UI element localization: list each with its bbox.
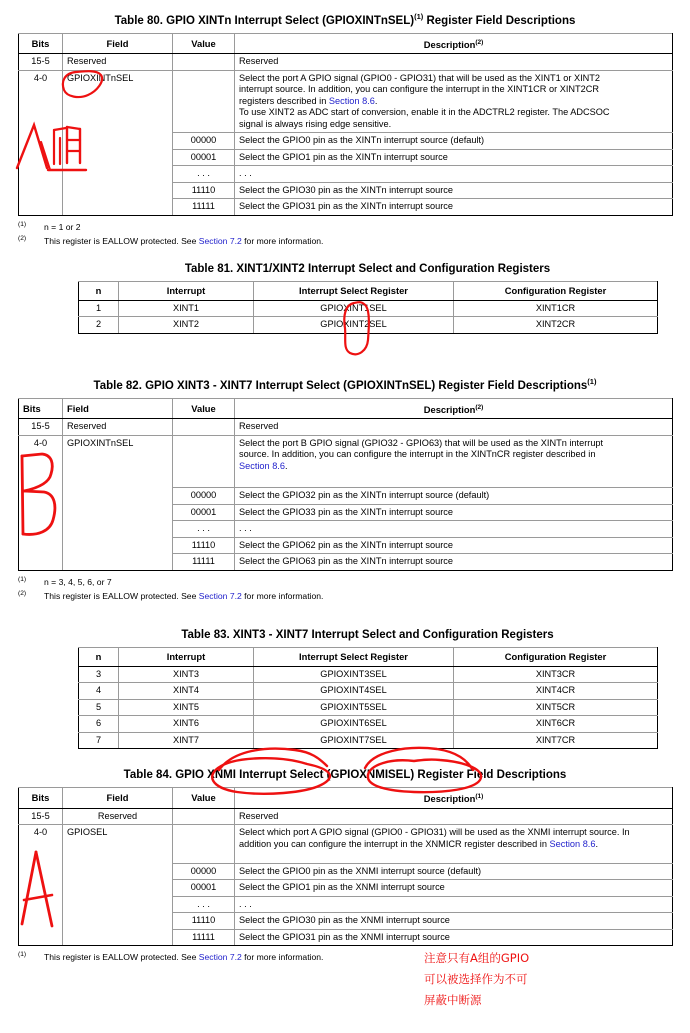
section-link[interactable]: Section 7.2 [198,591,242,602]
desc-line-text: addition you can configure the interrupt in the XNMICR register described in [239,838,550,849]
footnote-text-tail: for more information. [241,951,324,962]
cell-value [173,419,235,436]
cell-bits [19,488,63,505]
table-row [19,182,673,199]
cell-description: Select the GPIO62 pin as the XINTn interrupt source [235,537,673,554]
cell-interrupt-select-register: GPIOXINT7SEL [254,732,454,749]
footnote [18,588,672,602]
cell-bits [19,863,63,880]
cell-field [63,182,173,199]
cell-value [173,825,235,864]
footnote-text: n = 3, 4, 5, 6, or 7 [44,576,112,587]
cell-value: 11111 [173,929,235,946]
table-80-col-description-footnote-marker: (2) [475,38,484,46]
table-84-col-description-footnote-marker: (1) [475,793,484,800]
table-row [79,699,658,716]
table-84-col-description-label: Description [423,793,476,805]
table-81 [78,281,658,334]
table-row [19,488,673,505]
cell-field [63,913,173,930]
annotation-note-line: 注意只有A组的GPIO [424,951,530,965]
cell-interrupt: XINT7 [119,732,254,749]
section-link[interactable]: Section 8.6 [239,460,285,471]
cell-value: 11110 [173,182,235,199]
table-80 [18,33,673,216]
cell-description: Select the GPIO30 pin as the XINTn interrupt source [235,182,673,199]
cell-field [63,929,173,946]
cell-field: GPIOXINTnSEL [63,70,173,133]
section-link[interactable]: Section 7.2 [198,236,242,247]
table-row [79,666,658,683]
cell-configuration-register: XINT6CR [454,716,658,733]
cell-field [63,554,173,571]
cell-field [63,166,173,183]
table-83-col-interrupt-select-register: Interrupt Select Register [254,648,454,667]
cell-bits [19,182,63,199]
table-row [19,863,673,880]
desc-line-tail: . [284,460,288,471]
cell-field [63,504,173,521]
table-84-col-value: Value [173,788,235,809]
table-81-col-n: n [79,282,119,301]
table-row [19,133,673,150]
table-80-title-suffix: Register Field Descriptions [426,14,576,27]
desc-line: signal is always rising edge sensitive. [239,118,392,129]
cell-field [63,537,173,554]
cell-field [63,863,173,880]
footnote [18,574,672,588]
table-82-col-description-label: Description [423,403,476,415]
cell-bits: 4-0 [19,825,63,864]
table-80-col-value: Value [173,33,235,54]
annotation-note-chinese [424,948,529,1011]
footnote-text-tail: for more information. [241,236,324,247]
footnote-marker [18,574,44,588]
cell-field: Reserved [63,419,173,436]
cell-interrupt-select-register: GPIOXINT4SEL [254,683,454,700]
table-84-title: Table 84. GPIO XNMI Interrupt Select (GPIOXNMISEL) Register Field Descriptions [123,769,567,781]
cell-n: 4 [79,683,119,700]
cell-field [63,896,173,913]
cell-value [173,808,235,825]
footnote [18,949,672,963]
table-row [19,896,673,913]
cell-value: 11110 [173,913,235,930]
cell-description: Select the GPIO63 pin as the XINTn interrupt source [235,554,673,571]
table-83-block [78,628,657,749]
cell-bits: 15-5 [19,808,63,825]
cell-n: 7 [79,732,119,749]
table-row [79,300,658,317]
table-82-col-field: Field [63,398,173,419]
footnote-marker-text: (1) [18,575,27,583]
annotation-note-line: 可以被选择作为不可 [424,972,528,986]
table-row [19,808,673,825]
cell-n: 6 [79,716,119,733]
table-row [79,732,658,749]
table-row [19,825,673,864]
cell-interrupt-select-register: GPIOXINT6SEL [254,716,454,733]
cell-description: . . . [235,166,673,183]
footnote [18,219,672,233]
cell-n: 3 [79,666,119,683]
cell-description: Select the GPIO30 pin as the XNMI interrupt source [235,913,673,930]
cell-description: Select the GPIO1 pin as the XNMI interrupt source [235,880,673,897]
cell-value: 11111 [173,199,235,216]
cell-configuration-register: XINT3CR [454,666,658,683]
cell-configuration-register: XINT4CR [454,683,658,700]
table-82-title [18,375,672,393]
cell-value: 11110 [173,537,235,554]
table-83-col-interrupt: Interrupt [119,648,254,667]
footnote-marker-text: (1) [18,220,27,228]
table-row [19,149,673,166]
table-83-header-row [79,648,658,667]
table-81-header-row [79,282,658,301]
table-row [19,537,673,554]
table-83-col-n: n [79,648,119,667]
table-row [19,504,673,521]
table-84-col-bits: Bits [19,788,63,809]
table-row [19,880,673,897]
cell-field [63,880,173,897]
table-81-col-configuration-register: Configuration Register [454,282,658,301]
table-82-title-prefix: Table 82. GPIO XINT3 - XINT7 Interrupt Select (GPIOXINTnSEL) Register Field Descriptions [93,379,588,392]
cell-value: 00000 [173,488,235,505]
desc-line [239,96,668,108]
cell-description: Select the GPIO31 pin as the XINTn interrupt source [235,199,673,216]
table-82-col-value: Value [173,398,235,419]
desc-line-text: registers described in [239,95,329,106]
footnote-text-tail: for more information. [241,591,324,602]
cell-bits [19,554,63,571]
table-row [79,716,658,733]
table-80-col-bits: Bits [19,33,63,54]
cell-interrupt: XINT3 [119,666,254,683]
table-80-block [18,10,672,248]
table-row [19,435,673,488]
cell-field [63,133,173,150]
cell-interrupt: XINT1 [119,300,254,317]
footnote-text: This register is EALLOW protected. See [44,236,199,247]
cell-value [173,54,235,71]
cell-value [173,70,235,133]
cell-description: . . . [235,896,673,913]
table-81-title: Table 81. XINT1/XINT2 Interrupt Select and Configuration Registers [184,263,551,275]
cell-value [173,435,235,488]
cell-bits: 15-5 [19,419,63,436]
table-80-footnotes [18,219,672,248]
footnote-marker-text: (1) [18,951,27,959]
table-82-header-row [19,398,673,419]
cell-value: . . . [173,521,235,538]
annotation-note-line: 屏蔽中断源 [424,993,482,1007]
cell-bits [19,199,63,216]
desc-line: source. In addition, you can configure the interrupt in the XINTnCR register described in [239,449,596,460]
footnote-text: n = 1 or 2 [44,221,81,232]
table-82-col-bits: Bits [19,398,63,419]
cell-bits [19,929,63,946]
footnote-marker-text: (2) [18,235,27,243]
table-82-col-description [235,398,673,419]
desc-line: Select the port A GPIO signal (GPIO0 - GPIO31) that will be used as the XINT1 or XINT2 [239,72,601,83]
table-83-col-configuration-register: Configuration Register [454,648,658,667]
table-80-title-prefix: Table 80. GPIO XINTn Interrupt Select (GPIOXINTnSEL) [114,14,415,27]
section-link[interactable]: Section 7.2 [198,951,242,962]
cell-description: Reserved [235,54,673,71]
cell-interrupt-select-register: GPIOXINT1SEL [254,300,454,317]
footnote-marker [18,219,44,233]
desc-line [239,839,668,851]
cell-configuration-register: XINT2CR [454,317,658,334]
cell-configuration-register: XINT1CR [454,300,658,317]
table-row [19,199,673,216]
table-84-header-row [19,788,673,809]
cell-value: . . . [173,166,235,183]
cell-bits [19,133,63,150]
cell-bits: 4-0 [19,435,63,488]
table-row [19,554,673,571]
table-81-col-interrupt: Interrupt [119,282,254,301]
cell-description: Reserved [235,419,673,436]
cell-configuration-register: XINT7CR [454,732,658,749]
table-row [79,317,658,334]
desc-line: interrupt source. In addition, you can configure the interrupt in the XINT1CR or XINT2CR [239,84,600,95]
cell-bits: 15-5 [19,54,63,71]
cell-bits [19,149,63,166]
cell-description: Select the GPIO32 pin as the XINTn interrupt source (default) [235,488,673,505]
cell-bits [19,166,63,183]
cell-field [63,521,173,538]
cell-interrupt-select-register: GPIOXINT2SEL [254,317,454,334]
cell-value: 11111 [173,554,235,571]
cell-bits [19,521,63,538]
table-row [19,54,673,71]
cell-description [235,70,673,133]
cell-interrupt: XINT5 [119,699,254,716]
table-80-col-description [235,33,673,54]
section-link[interactable]: Section 8.6 [328,95,375,106]
cell-interrupt: XINT2 [119,317,254,334]
table-84 [18,787,673,946]
footnote [18,233,672,247]
table-81-col-interrupt-select-register: Interrupt Select Register [254,282,454,301]
table-row [79,683,658,700]
desc-line-tail: . [595,838,599,849]
cell-description: Select the GPIO1 pin as the XINTn interrupt source [235,149,673,166]
cell-field: Reserved [63,808,173,825]
cell-bits [19,896,63,913]
cell-field [63,149,173,166]
desc-line: Select the port B GPIO signal (GPIO32 - GPIO63) that will be used as the XINTn interrupt [239,437,604,448]
cell-value: 00001 [173,504,235,521]
cell-description: Select the GPIO33 pin as the XINTn interrupt source [235,504,673,521]
section-link[interactable]: Section 8.6 [549,838,596,849]
cell-description: Reserved [235,808,673,825]
footnote-marker-text: (2) [18,590,27,598]
table-84-block [18,768,672,964]
cell-bits [19,504,63,521]
cell-n: 1 [79,300,119,317]
table-row [19,166,673,183]
cell-interrupt-select-register: GPIOXINT3SEL [254,666,454,683]
table-82 [18,398,673,571]
cell-interrupt-select-register: GPIOXINT5SEL [254,699,454,716]
cell-description [235,435,673,488]
cell-bits [19,913,63,930]
table-80-col-description-label: Description [423,38,476,50]
cell-value: 00000 [173,863,235,880]
desc-line-tail: . [374,95,378,106]
table-row [19,419,673,436]
cell-interrupt: XINT4 [119,683,254,700]
cell-n: 2 [79,317,119,334]
cell-value: 00000 [173,133,235,150]
cell-field: GPIOSEL [63,825,173,864]
table-80-col-field: Field [63,33,173,54]
table-82-footnotes [18,574,672,603]
table-80-header-row [19,33,673,54]
table-84-col-description [235,788,673,809]
cell-description: Select the GPIO0 pin as the XNMI interrupt source (default) [235,863,673,880]
desc-line [239,461,668,473]
table-83 [78,647,658,749]
cell-description: . . . [235,521,673,538]
cell-field: GPIOXINTnSEL [63,435,173,488]
table-84-col-field: Field [63,788,173,809]
cell-interrupt: XINT6 [119,716,254,733]
cell-field [63,488,173,505]
desc-line: To use XINT2 as ADC start of conversion, enable it in the ADCTRL2 register. The ADCSOC [239,107,610,118]
footnote-marker [18,233,44,247]
table-83-title: Table 83. XINT3 - XINT7 Interrupt Select and Configuration Registers [181,629,554,641]
table-82-block [18,375,672,603]
cell-value: 00001 [173,880,235,897]
footnote-text: This register is EALLOW protected. See [44,591,199,602]
table-row [19,913,673,930]
cell-description [235,825,673,864]
cell-description: Select the GPIO31 pin as the XNMI interrupt source [235,929,673,946]
cell-n: 5 [79,699,119,716]
cell-description: Select the GPIO0 pin as the XINTn interrupt source (default) [235,133,673,150]
cell-bits [19,880,63,897]
footnote-marker [18,588,44,602]
footnote-marker [18,949,44,963]
table-row [19,70,673,133]
table-82-col-description-footnote-marker: (2) [475,403,484,411]
cell-value: . . . [173,896,235,913]
table-81-block [78,262,657,334]
table-84-footnotes [18,949,672,963]
cell-value: 00001 [173,149,235,166]
cell-field: Reserved [63,54,173,71]
cell-bits [19,537,63,554]
cell-bits: 4-0 [19,70,63,133]
cell-field [63,199,173,216]
table-82-title-footnote-marker: (1) [587,377,597,386]
desc-line: Select which port A GPIO signal (GPIO0 - GPIO31) will be used as the XNMI interrupt source. In [239,827,630,838]
footnote-text: This register is EALLOW protected. See [44,951,199,962]
table-row [19,521,673,538]
table-80-title [18,10,672,28]
table-80-title-footnote-marker: (1) [414,12,424,21]
table-row [19,929,673,946]
cell-configuration-register: XINT5CR [454,699,658,716]
